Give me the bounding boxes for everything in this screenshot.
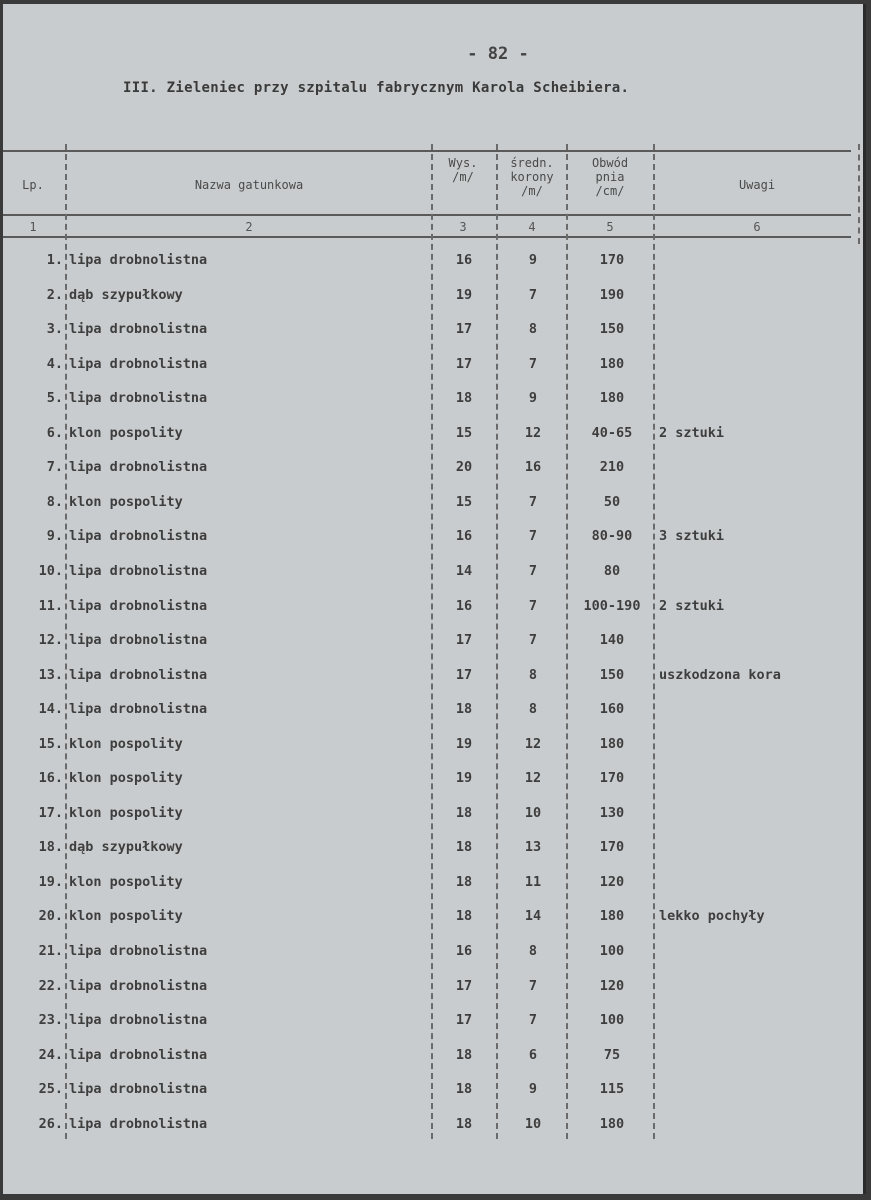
table-top-rule xyxy=(3,150,851,152)
header-lp: Lp. xyxy=(22,178,44,192)
row-number: 7. xyxy=(46,459,63,476)
crown-diameter-value: 12 xyxy=(524,735,542,752)
height-value: 17 xyxy=(455,632,473,649)
height-value: 17 xyxy=(455,977,473,994)
girth-value: 180 xyxy=(599,735,625,752)
species-name: lipa drobnolistna xyxy=(69,321,208,338)
table-row xyxy=(3,691,863,725)
table-row xyxy=(3,1002,863,1036)
table-row xyxy=(3,726,863,760)
girth-value: 130 xyxy=(599,804,625,821)
height-value: 16 xyxy=(455,252,473,268)
crown-diameter-value: 9 xyxy=(528,1081,538,1098)
species-name: lipa drobnolistna xyxy=(69,632,208,649)
species-name: lipa drobnolistna xyxy=(69,459,208,476)
crown-diameter-value: 9 xyxy=(528,252,538,268)
height-value: 19 xyxy=(455,735,473,752)
height-value: 18 xyxy=(455,908,473,925)
row-number: 26. xyxy=(38,1115,63,1132)
table-row xyxy=(3,1071,863,1105)
height-value: 16 xyxy=(455,943,473,959)
height-value: 16 xyxy=(455,597,473,614)
girth-value: 150 xyxy=(599,321,625,338)
table-row xyxy=(3,898,863,932)
height-value: 14 xyxy=(455,562,473,579)
table-row xyxy=(3,346,863,380)
height-value: 18 xyxy=(455,1115,473,1132)
column-number: 6 xyxy=(753,220,761,234)
girth-value: 115 xyxy=(599,1081,625,1098)
species-name: lipa drobnolistna xyxy=(69,597,208,614)
remarks-value: uszkodzona kora xyxy=(659,666,781,683)
row-number: 18. xyxy=(38,839,63,856)
crown-diameter-value: 7 xyxy=(528,632,538,649)
column-number: 5 xyxy=(606,220,614,234)
species-name: lipa drobnolistna xyxy=(69,701,208,718)
crown-diameter-value: 12 xyxy=(524,424,542,441)
girth-value: 160 xyxy=(599,701,625,718)
header-remarks: Uwagi xyxy=(738,178,776,192)
row-number: 20. xyxy=(38,908,63,925)
row-number: 14. xyxy=(38,701,63,718)
girth-value: 120 xyxy=(599,873,625,890)
height-value: 15 xyxy=(455,424,473,441)
girth-value: 80 xyxy=(603,562,621,579)
table-row xyxy=(3,795,863,829)
girth-value: 190 xyxy=(599,286,625,303)
table-row xyxy=(3,380,863,414)
crown-diameter-value: 9 xyxy=(528,390,538,407)
table-row xyxy=(3,933,863,967)
row-number: 6. xyxy=(46,424,63,441)
species-name: lipa drobnolistna xyxy=(69,943,208,959)
height-value: 17 xyxy=(455,321,473,338)
crown-diameter-value: 7 xyxy=(528,493,538,510)
crown-diameter-value: 11 xyxy=(524,873,542,890)
species-name: lipa drobnolistna xyxy=(69,1115,208,1132)
height-value: 16 xyxy=(455,528,473,545)
table-row xyxy=(3,311,863,345)
crown-diameter-value: 7 xyxy=(528,597,538,614)
girth-value: 50 xyxy=(603,493,621,510)
row-number: 23. xyxy=(38,1012,63,1029)
table-row xyxy=(3,484,863,518)
row-number: 4. xyxy=(46,355,63,372)
species-name: lipa drobnolistna xyxy=(69,1012,208,1029)
crown-diameter-value: 10 xyxy=(524,1115,542,1132)
species-name: dąb szypułkowy xyxy=(69,286,183,303)
row-number: 9. xyxy=(46,528,63,545)
girth-value: 140 xyxy=(599,632,625,649)
column-number: 2 xyxy=(245,220,253,234)
species-name: lipa drobnolistna xyxy=(69,528,208,545)
row-number: 17. xyxy=(38,804,63,821)
crown-diameter-value: 8 xyxy=(528,321,538,338)
document-page xyxy=(3,4,866,1194)
crown-diameter-value: 7 xyxy=(528,977,538,994)
girth-value: 170 xyxy=(599,770,625,787)
girth-value: 210 xyxy=(599,459,625,476)
girth-value: 100 xyxy=(599,943,625,959)
girth-value: 100 xyxy=(599,1012,625,1029)
species-name: lipa drobnolistna xyxy=(69,1081,208,1098)
crown-diameter-value: 13 xyxy=(524,839,542,856)
crown-diameter-value: 10 xyxy=(524,804,542,821)
row-number: 19. xyxy=(38,873,63,890)
row-number: 2. xyxy=(46,286,63,303)
crown-diameter-value: 8 xyxy=(528,943,538,959)
height-value: 17 xyxy=(455,355,473,372)
girth-value: 180 xyxy=(599,355,625,372)
girth-value: 120 xyxy=(599,977,625,994)
page-title: III. Zieleniec przy szpitalu fabrycznym Karola Scheibiera. xyxy=(123,80,630,96)
row-number: 11. xyxy=(38,597,63,614)
header-girth: Obwód pnia /cm/ xyxy=(591,156,629,198)
height-value: 19 xyxy=(455,770,473,787)
height-value: 19 xyxy=(455,286,473,303)
height-value: 18 xyxy=(455,1046,473,1063)
species-name: klon pospolity xyxy=(69,873,183,890)
girth-value: 180 xyxy=(599,908,625,925)
remarks-value: lekko pochyły xyxy=(659,908,765,925)
crown-diameter-value: 7 xyxy=(528,528,538,545)
row-number: 10. xyxy=(38,562,63,579)
header-height: Wys. /m/ xyxy=(448,156,478,184)
girth-value: 150 xyxy=(599,666,625,683)
species-name: lipa drobnolistna xyxy=(69,562,208,579)
girth-value: 170 xyxy=(599,839,625,856)
height-value: 18 xyxy=(455,873,473,890)
column-number: 1 xyxy=(29,220,37,234)
species-name: klon pospolity xyxy=(69,804,183,821)
row-number: 3. xyxy=(46,321,63,338)
species-name: dąb szypułkowy xyxy=(69,839,183,856)
height-value: 15 xyxy=(455,493,473,510)
table-row xyxy=(3,864,863,898)
height-value: 18 xyxy=(455,390,473,407)
row-number: 24. xyxy=(38,1046,63,1063)
column-number: 3 xyxy=(459,220,467,234)
table-row xyxy=(3,829,863,863)
girth-value: 180 xyxy=(599,390,625,407)
species-name: lipa drobnolistna xyxy=(69,390,208,407)
crown-diameter-value: 12 xyxy=(524,770,542,787)
table-row xyxy=(3,242,863,276)
height-value: 18 xyxy=(455,839,473,856)
crown-diameter-value: 8 xyxy=(528,666,538,683)
remarks-value: 2 sztuki xyxy=(659,424,725,441)
column-number: 4 xyxy=(528,220,536,234)
crown-diameter-value: 16 xyxy=(524,459,542,476)
species-name: lipa drobnolistna xyxy=(69,355,208,372)
table-row xyxy=(3,657,863,691)
table-row xyxy=(3,553,863,587)
species-name: lipa drobnolistna xyxy=(69,1046,208,1063)
species-name: klon pospolity xyxy=(69,908,183,925)
height-value: 18 xyxy=(455,1081,473,1098)
column-divider-right xyxy=(858,144,860,244)
table-row xyxy=(3,622,863,656)
table-row xyxy=(3,449,863,483)
row-number: 5. xyxy=(46,390,63,407)
crown-diameter-value: 8 xyxy=(528,701,538,718)
row-number: 1. xyxy=(46,252,63,268)
crown-diameter-value: 7 xyxy=(528,1012,538,1029)
species-name: klon pospolity xyxy=(69,424,183,441)
header-name: Nazwa gatunkowa xyxy=(194,178,304,192)
girth-value: 40-65 xyxy=(591,424,633,441)
girth-value: 170 xyxy=(599,252,625,268)
page-number: - 82 - xyxy=(467,44,529,64)
header-crown: średn. korony /m/ xyxy=(510,156,554,198)
row-number: 25. xyxy=(38,1081,63,1098)
species-name: lipa drobnolistna xyxy=(69,252,208,268)
species-name: lipa drobnolistna xyxy=(69,666,208,683)
species-name: klon pospolity xyxy=(69,493,183,510)
table-row xyxy=(3,415,863,449)
height-value: 17 xyxy=(455,1012,473,1029)
height-value: 17 xyxy=(455,666,473,683)
table-row xyxy=(3,518,863,552)
species-name: klon pospolity xyxy=(69,770,183,787)
species-name: klon pospolity xyxy=(69,735,183,752)
crown-diameter-value: 7 xyxy=(528,562,538,579)
girth-value: 180 xyxy=(599,1115,625,1132)
table-row xyxy=(3,1037,863,1071)
height-value: 18 xyxy=(455,701,473,718)
row-number: 15. xyxy=(38,735,63,752)
table-row xyxy=(3,760,863,794)
height-value: 20 xyxy=(455,459,473,476)
column-number-rule xyxy=(3,236,851,238)
row-number: 21. xyxy=(38,943,63,959)
table-row xyxy=(3,1106,863,1140)
crown-diameter-value: 7 xyxy=(528,286,538,303)
girth-value: 75 xyxy=(603,1046,621,1063)
girth-value: 80-90 xyxy=(591,528,633,545)
crown-diameter-value: 6 xyxy=(528,1046,538,1063)
header-rule xyxy=(3,214,851,216)
girth-value: 100-190 xyxy=(583,597,641,614)
table-row xyxy=(3,968,863,1002)
table-row xyxy=(3,277,863,311)
table-row xyxy=(3,588,863,622)
row-number: 22. xyxy=(38,977,63,994)
row-number: 16. xyxy=(38,770,63,787)
remarks-value: 2 sztuki xyxy=(659,597,725,614)
species-name: lipa drobnolistna xyxy=(69,977,208,994)
crown-diameter-value: 7 xyxy=(528,355,538,372)
row-number: 13. xyxy=(38,666,63,683)
crown-diameter-value: 14 xyxy=(524,908,542,925)
row-number: 8. xyxy=(46,493,63,510)
row-number: 12. xyxy=(38,632,63,649)
remarks-value: 3 sztuki xyxy=(659,528,725,545)
height-value: 18 xyxy=(455,804,473,821)
